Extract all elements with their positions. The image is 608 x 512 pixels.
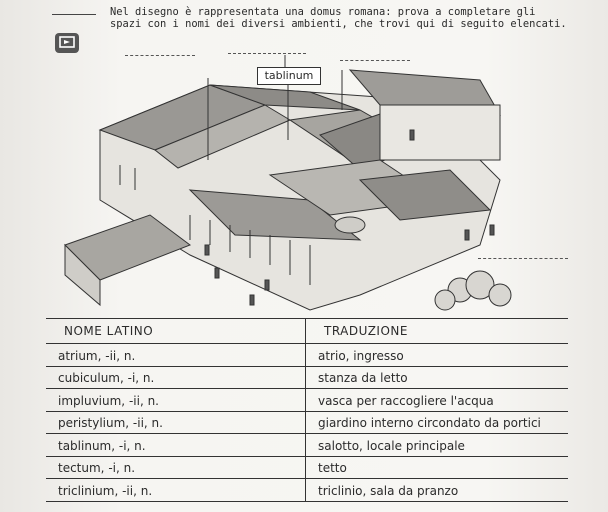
table-row	[46, 434, 568, 457]
translation: atrio, ingresso	[306, 344, 569, 367]
latin-term: tablinum, -i, n.	[46, 434, 306, 457]
instructions-line-2: spazi con i nomi dei diversi ambienti, che trovi qui di seguito elencati.	[110, 18, 567, 30]
exercise-number-line	[52, 14, 96, 15]
latin-term: atrium, -ii, n.	[46, 344, 306, 367]
table-row	[46, 456, 568, 479]
latin-term: tectum, -i, n.	[46, 456, 306, 479]
table-row	[46, 479, 568, 502]
translation: triclinio, sala da pranzo	[306, 479, 569, 502]
tablinum-label: tablinum	[257, 67, 321, 85]
table-row	[46, 389, 568, 412]
blank-line	[125, 55, 195, 56]
instructions-line-1: Nel disegno è rappresentata una domus romana: prova a completare gli	[110, 6, 536, 18]
blank-line	[228, 53, 306, 54]
header-translation: TRADUZIONE	[306, 319, 569, 344]
latin-term: impluvium, -ii, n.	[46, 389, 306, 412]
table-row	[46, 411, 568, 434]
table-row	[46, 344, 568, 367]
blank-line	[340, 60, 410, 61]
translation: tetto	[306, 456, 569, 479]
instructions	[110, 6, 580, 30]
header-latin-name: NOME LATINO	[46, 319, 306, 344]
translation: stanza da letto	[306, 366, 569, 389]
blank-line	[478, 258, 568, 259]
latin-term: cubiculum, -i, n.	[46, 366, 306, 389]
translation: salotto, locale principale	[306, 434, 569, 457]
vocabulary-table	[46, 318, 568, 502]
table-header-row	[46, 319, 568, 344]
latin-term: peristylium, -ii, n.	[46, 411, 306, 434]
translation: vasca per raccogliere l'acqua	[306, 389, 569, 412]
latin-term: triclinium, -ii, n.	[46, 479, 306, 502]
translation: giardino interno circondato da portici	[306, 411, 569, 434]
domus-illustration	[60, 40, 590, 315]
table-row	[46, 366, 568, 389]
